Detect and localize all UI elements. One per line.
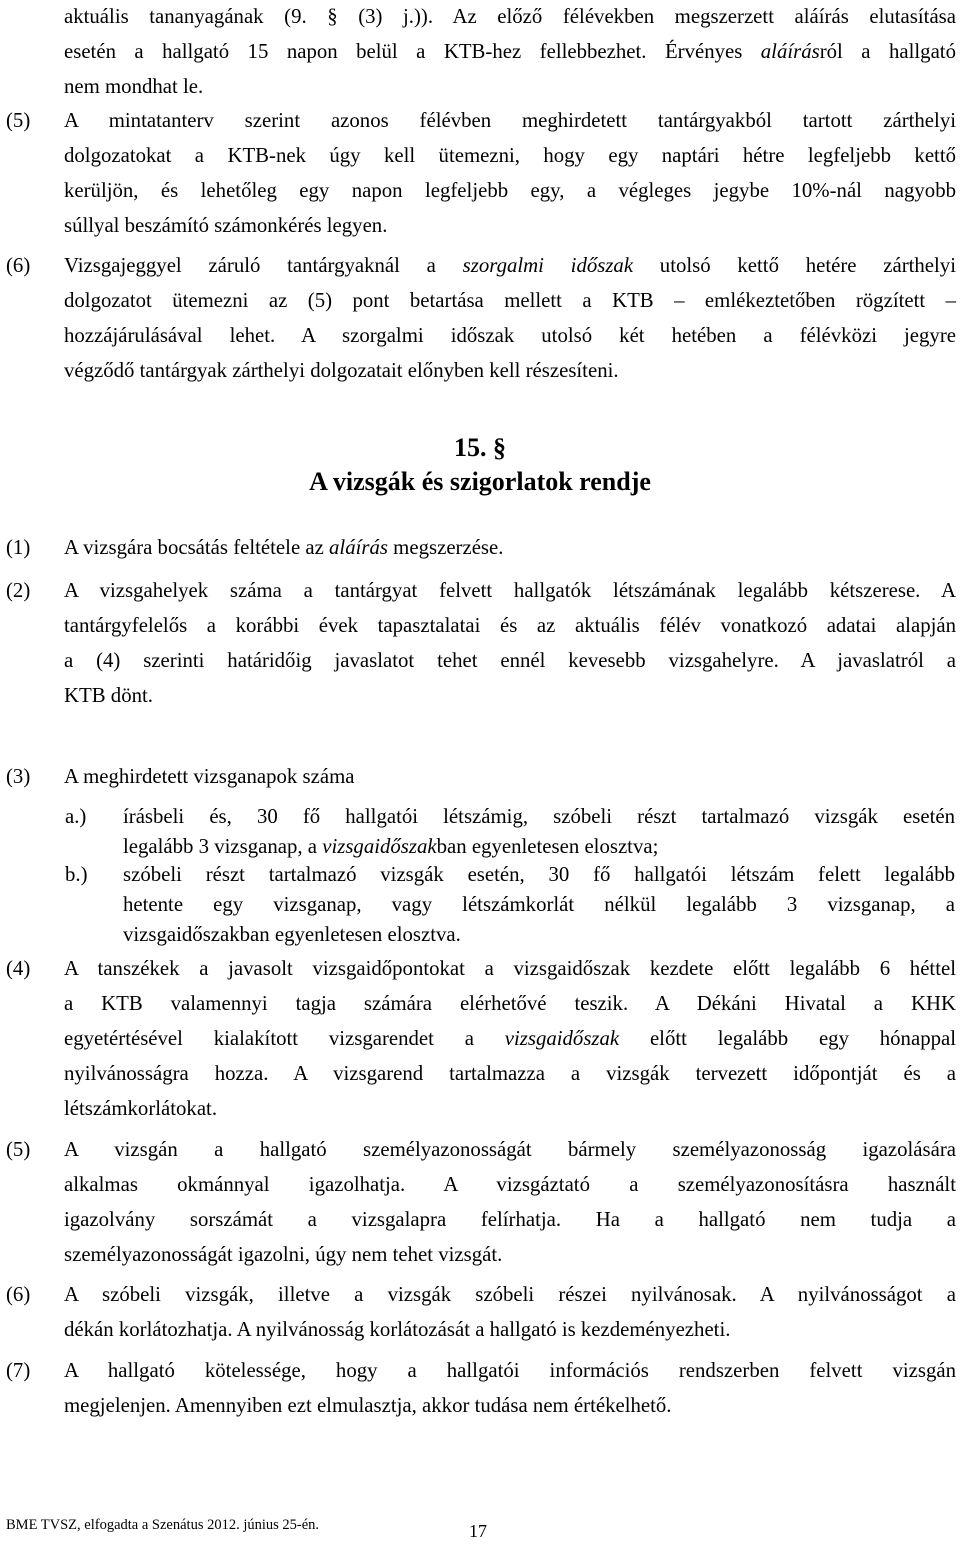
- sub-item-label: b.): [65, 863, 88, 886]
- text-line: hetente egy vizsganap, vagy létszámkorlát nélkül legalább 3 vizsganap, a: [123, 893, 955, 916]
- sub-item-b: [65, 860, 955, 950]
- paragraph-number: (4): [6, 957, 31, 980]
- text-line: A meghirdetett vizsganapok száma: [64, 765, 355, 788]
- text-line: A vizsgára bocsátás feltétele az aláírás megszerzése.: [64, 536, 504, 559]
- text-line: súllyal beszámító számonkérés legyen.: [64, 214, 388, 237]
- text-line: szóbeli részt tartalmazó vizsgák esetén, 30 fő hallgatói létszám felett legalább: [123, 863, 955, 886]
- text-line: egyetértésével kialakított vizsgarendet a vizsgaidőszak előtt legalább egy hónappal: [64, 1027, 956, 1050]
- text-line: esetén a hallgató 15 napon belül a KTB-hez fellebbezhet. Érvényes aláírásról a hallgató: [64, 40, 956, 63]
- sub-item-label: a.): [65, 805, 87, 828]
- paragraph-number: (6): [6, 254, 31, 277]
- text-line: A hallgató kötelessége, hogy a hallgatói információs rendszerben felvett vizsgán: [64, 1359, 956, 1382]
- text-line: vizsgaidőszakban egyenletesen elosztva.: [123, 923, 461, 946]
- paragraph-number: (3): [6, 765, 31, 788]
- text-line: a KTB valamennyi tagja számára elérhetővé teszik. A Dékáni Hivatal a KHK: [64, 992, 956, 1015]
- paragraph-6-zh: [6, 248, 956, 388]
- text-line: aktuális tananyagának (9. § (3) j.)). Az előző félévekben megszerzett aláírás elutasítása: [64, 5, 956, 28]
- exam-paragraph-4: [6, 951, 956, 1126]
- text-line: megjelenjen. Amennyiben ezt elmulasztja, akkor tudása nem értékelhető.: [64, 1394, 672, 1417]
- text-line: alkalmas okmánnyal igazolhatja. A vizsgáztató a személyazonosításra használt: [64, 1173, 956, 1196]
- text-line: a (4) szerinti határidőig javaslatot tehet ennél kevesebb vizsgahelyre. A javaslatról a: [64, 649, 956, 672]
- text-line: legalább 3 vizsganap, a vizsgaidőszakban egyenletesen elosztva;: [123, 835, 659, 858]
- text-line: A mintatanterv szerint azonos félévben meghirdetett tantárgyakból tartott zárthelyi: [64, 109, 956, 132]
- continuation-paragraph: [64, 0, 956, 104]
- exam-paragraph-2: [6, 573, 956, 713]
- text-line: igazolvány sorszámát a vizsgalapra felírhatja. Ha a hallgató nem tudja a: [64, 1208, 956, 1231]
- paragraph-number: (6): [6, 1283, 31, 1306]
- text-line: A szóbeli vizsgák, illetve a vizsgák szóbeli részei nyilvánosak. A nyilvánosságot a: [64, 1283, 956, 1306]
- paragraph-number: (2): [6, 579, 31, 602]
- section-title: A vizsgák és szigorlatok rendje: [309, 467, 651, 496]
- text-line: A vizsgán a hallgató személyazonosságát bármely személyazonosság igazolására: [64, 1138, 956, 1161]
- text-line: Vizsgajeggyel záruló tantárgyaknál a szorgalmi időszak utolsó kettő hetére zárthelyi: [64, 254, 956, 277]
- text-line: személyazonosságát igazolni, úgy nem tehet vizsgát.: [64, 1243, 503, 1266]
- exam-paragraph-5: [6, 1132, 956, 1272]
- text-line: nyilvánosságra hozza. A vizsgarend tartalmazza a vizsgák tervezett időpontját és a: [64, 1062, 956, 1085]
- text-line: kerüljön, és lehetőleg egy napon legfeljebb egy, a végleges jegybe 10%-nál nagyobb: [64, 179, 956, 202]
- footer-text: BME TVSZ, elfogadta a Szenátus 2012. június 25-én.: [6, 1517, 320, 1533]
- exam-paragraph-7: [6, 1353, 956, 1423]
- paragraph-number: (5): [6, 1138, 31, 1161]
- text-line: nem mondhat le.: [64, 75, 204, 98]
- text-line: dolgozatot ütemezni az (5) pont betartása mellett a KTB – emlékeztetőben rögzített –: [64, 289, 956, 312]
- sub-item-a: [65, 802, 955, 862]
- text-line: KTB dönt.: [64, 684, 153, 707]
- exam-paragraph-1: [6, 530, 956, 565]
- text-line: írásbeli és, 30 fő hallgatói létszámig, szóbeli részt tartalmazó vizsgák esetén: [123, 805, 955, 828]
- paragraph-number: (7): [6, 1359, 31, 1382]
- paragraph-5-zh: [6, 103, 956, 243]
- paragraph-number: (1): [6, 536, 31, 559]
- text-line: dékán korlátozhatja. A nyilvánosság korlátozását a hallgató is kezdeményezheti.: [64, 1318, 731, 1341]
- text-line: végződő tantárgyak zárthelyi dolgozatait előnyben kell részesíteni.: [64, 359, 619, 382]
- page-number: 17: [469, 1521, 487, 1541]
- exam-paragraph-3: [6, 759, 956, 794]
- text-line: hozzájárulásával lehet. A szorgalmi időszak utolsó két hetében a félévközi jegyre: [64, 324, 956, 347]
- text-line: A vizsgahelyek száma a tantárgyat felvett hallgatók létszámának legalább kétszerese. A: [64, 579, 956, 602]
- section-number: 15. §: [454, 433, 506, 462]
- text-line: tantárgyfelelős a korábbi évek tapasztalatai és az aktuális félév vonatkozó adatai alapján: [64, 614, 956, 637]
- exam-paragraph-6: [6, 1277, 956, 1347]
- text-line: A tanszékek a javasolt vizsgaidőpontokat a vizsgaidőszak kezdete előtt legalább 6 héttel: [64, 957, 956, 980]
- text-line: dolgozatokat a KTB-nek úgy kell ütemezni, hogy egy naptári hétre legfeljebb kettő: [64, 144, 956, 167]
- text-line: létszámkorlátokat.: [64, 1097, 218, 1120]
- paragraph-number: (5): [6, 109, 31, 132]
